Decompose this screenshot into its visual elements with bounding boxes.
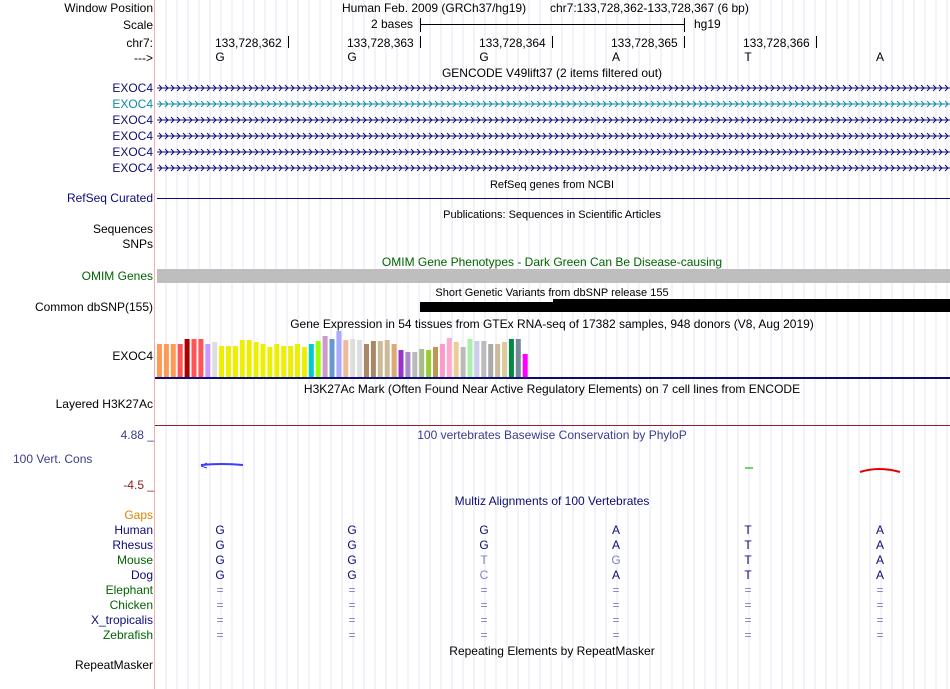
alignment-base: =	[612, 628, 620, 642]
scale-bar-right-tick	[684, 18, 685, 32]
gtex-tissue-bar[interactable]	[371, 341, 376, 377]
alignment-base: G	[347, 553, 357, 567]
alignment-base: =	[348, 613, 356, 627]
alignment-base: A	[875, 538, 885, 552]
alignment-base: A	[611, 568, 621, 582]
scale-label: Scale	[122, 18, 153, 32]
repeatmasker-label[interactable]: RepeatMasker	[74, 658, 153, 672]
species-label[interactable]: X_tropicalis	[90, 613, 153, 627]
alignment-base: =	[216, 583, 224, 597]
gencode-transcript[interactable]	[157, 147, 950, 157]
gtex-tissue-bar[interactable]	[295, 344, 300, 377]
strand-label: --->	[134, 51, 153, 65]
ruler-tick-label: 133,728,362	[215, 36, 282, 50]
alignment-base: =	[744, 613, 752, 627]
alignment-base: G	[347, 538, 357, 552]
gtex-tissue-bar[interactable]	[309, 344, 314, 377]
gtex-tissue-bar[interactable]	[433, 347, 438, 377]
gtex-tissue-bar[interactable]	[474, 341, 479, 377]
repeatmasker-title: Repeating Elements by RepeatMasker	[449, 644, 655, 658]
ruler-tick-mark	[420, 36, 421, 48]
gencode-item-label[interactable]: EXOC4	[112, 129, 153, 143]
alignment-base: =	[348, 598, 356, 612]
gtex-tissue-bar[interactable]	[440, 344, 445, 377]
gencode-transcript[interactable]	[157, 115, 950, 125]
alignment-base: T	[744, 553, 752, 567]
assembly-text: Human Feb. 2009 (GRCh37/hg19)	[342, 1, 527, 15]
gtex-tissue-bar[interactable]	[399, 350, 404, 377]
alignment-base: T	[744, 568, 752, 582]
sequence-base: G	[347, 50, 357, 64]
chrom-label: chr7:	[126, 36, 153, 50]
scale-bar	[420, 24, 685, 25]
alignment-base: G	[611, 553, 621, 567]
gtex-tissue-bar[interactable]	[281, 346, 286, 377]
alignment-base: =	[876, 598, 884, 612]
alignment-base: T	[744, 523, 752, 537]
gtex-tissue-bar[interactable]	[171, 344, 176, 377]
alignment-base: G	[347, 523, 357, 537]
gtex-tissue-bar[interactable]	[185, 339, 190, 377]
alignment-base: G	[479, 523, 489, 537]
alignment-base: =	[612, 613, 620, 627]
gtex-tissue-bar[interactable]	[357, 340, 362, 377]
alignment-base: G	[479, 538, 489, 552]
position-text[interactable]: chr7:133,728,362-133,728,367 (6 bp)	[550, 1, 749, 15]
alignment-base: =	[612, 598, 620, 612]
gtex-label[interactable]: EXOC4	[112, 349, 153, 363]
gtex-tissue-bar[interactable]	[364, 344, 369, 377]
species-label[interactable]: Rhesus	[112, 538, 153, 552]
dbsnp-variant-bar-top[interactable]	[553, 299, 950, 302]
gtex-tissue-bar[interactable]	[233, 346, 238, 377]
alignment-base: =	[348, 628, 356, 642]
gtex-bar-chart[interactable]	[155, 331, 555, 377]
alignment-base: T	[744, 538, 752, 552]
alignment-base: =	[744, 628, 752, 642]
alignment-base: C	[479, 568, 489, 582]
snps-label[interactable]: SNPs	[122, 237, 153, 251]
gtex-tissue-bar[interactable]	[336, 331, 341, 377]
gtex-tissue-bar[interactable]	[454, 342, 459, 377]
gtex-tissue-bar[interactable]	[247, 340, 252, 377]
ruler-tick-label: 133,728,365	[611, 36, 678, 50]
gencode-item-label[interactable]: EXOC4	[112, 81, 153, 95]
gtex-tissue-bar[interactable]	[192, 339, 197, 377]
gtex-tissue-bar[interactable]	[226, 346, 231, 377]
gtex-tissue-bar[interactable]	[254, 342, 259, 377]
gtex-tissue-bar[interactable]	[323, 336, 328, 377]
gencode-item-label[interactable]: EXOC4	[112, 97, 153, 111]
gencode-title: GENCODE V49lift37 (2 items filtered out)	[441, 66, 663, 80]
gtex-tissue-bar[interactable]	[350, 339, 355, 377]
gtex-tissue-bar[interactable]	[219, 346, 224, 377]
species-label[interactable]: Zebrafish	[102, 628, 153, 642]
refseq-gene-line[interactable]	[157, 198, 950, 199]
gencode-item-label[interactable]: EXOC4	[112, 161, 153, 175]
ruler-tick-mark	[288, 36, 289, 48]
gencode-transcript[interactable]	[157, 83, 950, 93]
dbsnp-title: Short Genetic Variants from dbSNP release 155	[435, 287, 669, 299]
gtex-tissue-bar[interactable]	[378, 341, 383, 377]
species-label[interactable]: Mouse	[116, 553, 153, 567]
sequence-base: G	[479, 50, 489, 64]
alignment-base: =	[876, 628, 884, 642]
omim-title: OMIM Gene Phenotypes - Dark Green Can Be Disease-causing	[381, 255, 723, 269]
gaps-label[interactable]: Gaps	[124, 508, 153, 522]
ruler-tick-label: 133,728,363	[347, 36, 414, 50]
ruler-tick-label: 133,728,364	[479, 36, 546, 50]
gtex-tissue-bar[interactable]	[198, 339, 203, 377]
alignment-base: =	[216, 613, 224, 627]
alignment-base: =	[876, 583, 884, 597]
sequence-base: T	[744, 50, 752, 64]
sequence-base: A	[875, 50, 885, 64]
ruler-tick-mark	[684, 36, 685, 48]
multiz-title: Multiz Alignments of 100 Vertebrates	[454, 494, 650, 508]
omim-gene-bar[interactable]	[157, 269, 950, 283]
gtex-tissue-bar[interactable]	[212, 342, 217, 377]
alignment-base: =	[480, 598, 488, 612]
alignment-base: A	[875, 523, 885, 537]
gtex-tissue-bar[interactable]	[157, 344, 162, 377]
gtex-tissue-bar[interactable]	[516, 339, 521, 377]
gtex-tissue-bar[interactable]	[447, 338, 452, 377]
scale-bar-left-tick	[420, 18, 421, 32]
alignment-base: A	[875, 553, 885, 567]
ruler-tick-label: 133,728,366	[743, 36, 810, 50]
alignment-base: =	[480, 613, 488, 627]
publications-title: Publications: Sequences in Scientific Articles	[443, 209, 661, 221]
alignment-base: G	[215, 568, 225, 582]
gtex-tissue-bar[interactable]	[405, 352, 410, 377]
alignment-base: A	[875, 568, 885, 582]
db-text: hg19	[694, 17, 721, 31]
gtex-tissue-bar[interactable]	[495, 344, 500, 377]
ruler-tick-mark	[552, 36, 553, 48]
gtex-tissue-bar[interactable]	[392, 344, 397, 377]
gtex-tissue-bar[interactable]	[274, 344, 279, 377]
alignment-base: G	[215, 523, 225, 537]
sequence-base: G	[215, 50, 225, 64]
species-label[interactable]: Human	[114, 523, 153, 537]
species-label[interactable]: Chicken	[109, 598, 153, 612]
alignment-base: =	[744, 598, 752, 612]
alignment-base: A	[611, 538, 621, 552]
gtex-tissue-bar[interactable]	[330, 339, 335, 377]
alignment-base: G	[215, 538, 225, 552]
gtex-tissue-bar[interactable]	[481, 341, 486, 377]
sequence-base: A	[611, 50, 621, 64]
alignment-base: G	[215, 553, 225, 567]
h3k27ac-baseline	[155, 425, 950, 426]
gencode-item-label[interactable]: EXOC4	[112, 113, 153, 127]
gtex-tissue-bar[interactable]	[488, 344, 493, 377]
omim-label[interactable]: OMIM Genes	[81, 269, 153, 283]
alignment-base: G	[347, 568, 357, 582]
alignment-base: =	[348, 583, 356, 597]
gtex-tissue-bar[interactable]	[426, 350, 431, 377]
phylop-ymax: 4.88 _	[120, 428, 154, 442]
gtex-tissue-bar[interactable]	[502, 342, 507, 377]
dbsnp-label[interactable]: Common dbSNP(155)	[34, 300, 153, 314]
alignment-base: =	[480, 628, 488, 642]
alignment-base: =	[216, 628, 224, 642]
refseq-label[interactable]: RefSeq Curated	[66, 191, 153, 205]
ruler-tick-mark	[816, 36, 817, 48]
window-position-label: Window Position	[64, 1, 153, 15]
gtex-tissue-bar[interactable]	[523, 354, 528, 377]
gencode-transcript[interactable]	[157, 99, 950, 109]
gtex-tissue-bar[interactable]	[178, 344, 183, 377]
gtex-tissue-bar[interactable]	[343, 340, 348, 377]
gtex-tissue-bar[interactable]	[509, 339, 514, 377]
alignment-base: A	[611, 523, 621, 537]
scale-text: 2 bases	[371, 17, 414, 31]
gtex-tissue-bar[interactable]	[302, 347, 307, 377]
h3k27ac-title: H3K27Ac Mark (Often Found Near Active Regulatory Elements) on 7 cell lines from ENCODE	[303, 382, 801, 396]
gtex-tissue-bar[interactable]	[461, 347, 466, 377]
alignment-base: =	[216, 598, 224, 612]
gtex-tissue-bar[interactable]	[316, 341, 321, 377]
gencode-transcript[interactable]	[157, 163, 950, 173]
alignment-base: =	[744, 583, 752, 597]
gencode-transcript[interactable]	[157, 131, 950, 141]
gtex-track-divider	[155, 377, 950, 379]
phylop-peak-3	[860, 469, 900, 472]
phylop-signal[interactable]	[155, 458, 950, 474]
phylop-label[interactable]: 100 Vert. Cons	[13, 452, 93, 466]
phylop-peak-1	[201, 464, 243, 465]
alignment-base: =	[480, 583, 488, 597]
gtex-tissue-bar[interactable]	[205, 344, 210, 377]
phylop-ymin: -4.5 _	[123, 478, 154, 492]
phylop-title: 100 vertebrates Basewise Conservation by PhyloP	[417, 428, 687, 442]
gtex-tissue-bar[interactable]	[261, 344, 266, 377]
sequences-label[interactable]: Sequences	[92, 222, 153, 236]
species-label[interactable]: Elephant	[105, 583, 153, 597]
alignment-base: =	[876, 613, 884, 627]
alignment-base: T	[480, 553, 488, 567]
gtex-tissue-bar[interactable]	[412, 352, 417, 377]
species-label[interactable]: Dog	[130, 568, 153, 582]
gtex-title: Gene Expression in 54 tissues from GTEx RNA-seq of 17382 samples, 948 donors (V8, Aug 2019)	[290, 317, 814, 331]
gtex-tissue-bar[interactable]	[240, 340, 245, 377]
gtex-tissue-bar[interactable]	[468, 339, 473, 377]
gtex-tissue-bar[interactable]	[385, 340, 390, 377]
gtex-tissue-bar[interactable]	[267, 347, 272, 377]
h3k27ac-label[interactable]: Layered H3K27Ac	[55, 397, 153, 411]
gtex-tissue-bar[interactable]	[288, 346, 293, 377]
gtex-tissue-bar[interactable]	[164, 344, 169, 377]
gencode-item-label[interactable]: EXOC4	[112, 145, 153, 159]
dbsnp-variant-bar[interactable]	[420, 302, 950, 312]
gtex-tissue-bar[interactable]	[419, 349, 424, 377]
refseq-title: RefSeq genes from NCBI	[489, 179, 615, 191]
alignment-base: =	[612, 583, 620, 597]
